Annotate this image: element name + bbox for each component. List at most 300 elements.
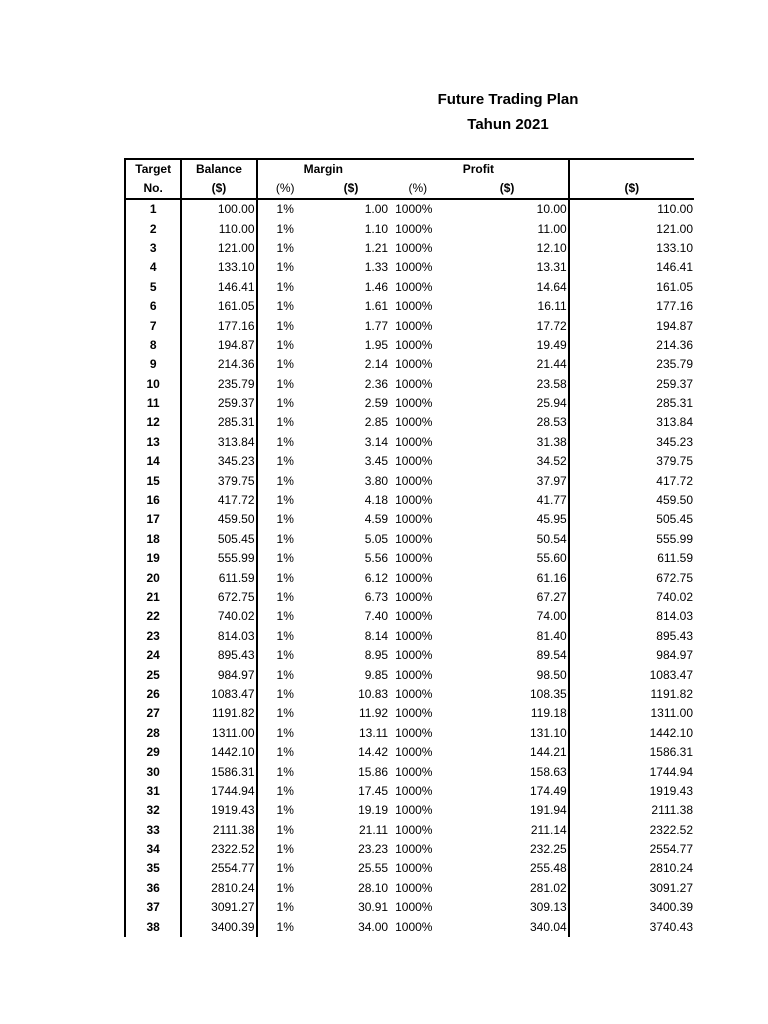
balance-cell: 459.50	[181, 510, 256, 529]
margin-usd-cell: 3.45	[364, 454, 389, 469]
margin-pct-cell: 1%	[276, 299, 294, 314]
table-row	[125, 646, 694, 665]
table-row	[125, 549, 694, 568]
balance-cell: 1191.82	[181, 704, 256, 723]
profit-pct-cell: 1000%	[395, 493, 433, 508]
profit-pct-cell: 1000%	[395, 570, 433, 585]
final-balance-cell: 110.00	[657, 202, 693, 217]
target-no-cell: 37	[125, 898, 181, 917]
balance-cell: 417.72	[181, 491, 256, 510]
balance-cell: 313.84	[181, 433, 256, 452]
margin-pct-cell: 1%	[276, 570, 294, 585]
balance-cell: 100.00	[181, 199, 256, 219]
profit-usd-cell: 25.94	[447, 394, 569, 413]
table-row	[125, 762, 694, 781]
margin-usd-cell: 2.59	[364, 396, 389, 411]
profit-pct-cell: 1000%	[395, 667, 433, 682]
profit-pct-cell: 1000%	[395, 473, 433, 488]
table-row	[125, 821, 694, 840]
profit-usd-cell: 309.13	[447, 898, 569, 917]
margin-pct-cell: 1%	[276, 376, 294, 391]
table-row	[125, 840, 694, 859]
profit-pct-cell: 1000%	[395, 221, 433, 236]
target-no-cell: 24	[125, 646, 181, 665]
margin-usd-cell: 5.56	[364, 551, 389, 566]
final-balance-cell: 2322.52	[649, 822, 693, 837]
table-row	[125, 879, 694, 898]
target-no-cell: 31	[125, 782, 181, 801]
table-row	[125, 219, 694, 238]
profit-pct-cell: 1000%	[395, 376, 433, 391]
profit-pct-cell: 1000%	[395, 590, 433, 604]
final-balance-cell: 417.72	[656, 473, 693, 488]
target-no-cell: 35	[125, 859, 181, 878]
balance-cell: 1311.00	[181, 724, 256, 743]
balance-cell: 121.00	[181, 239, 256, 258]
profit-usd-cell: 41.77	[447, 491, 569, 510]
margin-usd-cell: 1.46	[364, 279, 389, 294]
table-row	[125, 724, 694, 743]
target-no-cell: 29	[125, 743, 181, 762]
balance-cell: 555.99	[181, 549, 256, 568]
margin-pct-cell: 1%	[276, 551, 294, 566]
target-no-cell: 16	[125, 491, 181, 510]
margin-pct-cell: 1%	[276, 493, 294, 508]
final-balance-cell: 895.43	[656, 628, 693, 643]
profit-pct-cell: 1000%	[395, 396, 433, 411]
profit-usd-cell: 10.00	[447, 199, 569, 219]
profit-pct-cell: 1000%	[395, 686, 433, 701]
profit-usd-cell: 21.44	[447, 355, 569, 374]
balance-cell: 235.79	[181, 375, 256, 394]
margin-usd-cell: 17.45	[358, 783, 389, 798]
margin-usd-cell: 10.83	[358, 686, 389, 701]
balance-cell: 814.03	[181, 627, 256, 646]
profit-usd-cell: 174.49	[447, 782, 569, 801]
target-no-cell: 1	[125, 199, 181, 219]
final-balance-cell: 459.50	[656, 493, 693, 508]
balance-cell: 2554.77	[181, 859, 256, 878]
profit-usd-cell: 11.00	[447, 219, 569, 238]
profit-pct-cell: 1000%	[395, 299, 433, 314]
target-no-cell: 28	[125, 724, 181, 743]
header-no: No.	[125, 179, 181, 199]
table-row	[125, 413, 694, 432]
document-subtitle: Tahun 2021	[467, 116, 549, 133]
profit-usd-cell: 144.21	[447, 743, 569, 762]
margin-usd-cell: 4.18	[364, 493, 389, 508]
profit-pct-cell: 1000%	[395, 822, 433, 837]
final-balance-cell: 505.45	[656, 512, 693, 527]
balance-cell: 194.87	[181, 336, 256, 355]
final-balance-cell: 259.37	[656, 376, 693, 391]
table-row	[125, 336, 694, 355]
margin-pct-cell: 1%	[276, 919, 294, 934]
document-title: Future Trading Plan	[437, 91, 579, 108]
margin-pct-cell: 1%	[276, 202, 294, 217]
margin-pct-cell: 1%	[276, 454, 294, 469]
profit-pct-cell: 1000%	[395, 628, 433, 643]
margin-usd-cell: 15.86	[358, 764, 389, 779]
table-row	[125, 316, 694, 335]
target-no-cell: 19	[125, 549, 181, 568]
header-final-unit: ($)	[569, 179, 694, 199]
balance-cell: 984.97	[181, 665, 256, 684]
profit-pct-cell: 1000%	[395, 260, 433, 275]
margin-pct-cell: 1%	[276, 725, 294, 740]
balance-cell: 214.36	[181, 355, 256, 374]
final-balance-cell: 285.31	[656, 396, 693, 411]
table-row	[125, 917, 694, 936]
target-no-cell: 9	[125, 355, 181, 374]
target-no-cell: 10	[125, 375, 181, 394]
final-balance-cell: 814.03	[656, 609, 693, 624]
table-row	[125, 607, 694, 626]
target-no-cell: 17	[125, 510, 181, 529]
profit-usd-cell: 131.10	[447, 724, 569, 743]
profit-pct-cell: 1000%	[395, 764, 433, 779]
margin-pct-cell: 1%	[276, 686, 294, 701]
profit-usd-cell: 340.04	[447, 917, 569, 936]
margin-pct-cell: 1%	[276, 473, 294, 488]
header-margin-usd-unit: ($)	[313, 179, 389, 199]
profit-usd-cell: 55.60	[447, 549, 569, 568]
table-row	[125, 258, 694, 277]
balance-cell: 1083.47	[181, 685, 256, 704]
table-row	[125, 627, 694, 646]
table-row	[125, 355, 694, 374]
target-no-cell: 21	[125, 588, 181, 607]
margin-pct-cell: 1%	[276, 667, 294, 682]
profit-usd-cell: 81.40	[447, 627, 569, 646]
target-no-cell: 3	[125, 239, 181, 258]
margin-usd-cell: 25.55	[358, 861, 389, 876]
margin-usd-cell: 28.10	[358, 880, 389, 895]
balance-cell: 895.43	[181, 646, 256, 665]
profit-usd-cell: 50.54	[447, 530, 569, 549]
balance-cell: 2322.52	[181, 840, 256, 859]
profit-usd-cell: 119.18	[447, 704, 569, 723]
target-no-cell: 2	[125, 219, 181, 238]
margin-pct-cell: 1%	[276, 803, 294, 818]
margin-pct-cell: 1%	[276, 861, 294, 876]
target-no-cell: 11	[125, 394, 181, 413]
table-row	[125, 433, 694, 452]
target-no-cell: 33	[125, 821, 181, 840]
profit-pct-cell: 1000%	[395, 531, 433, 546]
profit-usd-cell: 67.27	[447, 588, 569, 607]
profit-usd-cell: 37.97	[447, 471, 569, 490]
balance-cell: 740.02	[181, 607, 256, 626]
profit-pct-cell: 1000%	[395, 900, 433, 915]
profit-pct-cell: 1000%	[395, 337, 433, 352]
table-row	[125, 471, 694, 490]
target-no-cell: 20	[125, 568, 181, 587]
final-balance-cell: 1744.94	[649, 764, 693, 779]
profit-pct-cell: 1000%	[395, 706, 433, 721]
profit-pct-cell: 1000%	[395, 318, 433, 333]
balance-cell: 505.45	[181, 530, 256, 549]
margin-pct-cell: 1%	[276, 260, 294, 275]
profit-pct-cell: 1000%	[395, 512, 433, 527]
table-header	[125, 159, 694, 199]
profit-pct-cell: 1000%	[395, 609, 433, 624]
final-balance-cell: 984.97	[656, 648, 693, 663]
header-balance-unit: ($)	[181, 179, 256, 199]
profit-pct-cell: 1000%	[395, 842, 433, 857]
margin-usd-cell: 5.05	[364, 531, 389, 546]
profit-usd-cell: 13.31	[447, 258, 569, 277]
margin-usd-cell: 19.19	[358, 803, 389, 818]
target-no-cell: 30	[125, 762, 181, 781]
table-body	[125, 199, 694, 937]
target-no-cell: 14	[125, 452, 181, 471]
table-row	[125, 588, 694, 607]
margin-usd-cell: 2.14	[364, 357, 389, 372]
balance-cell: 285.31	[181, 413, 256, 432]
profit-usd-cell: 34.52	[447, 452, 569, 471]
balance-cell: 345.23	[181, 452, 256, 471]
target-no-cell: 6	[125, 297, 181, 316]
final-balance-cell: 161.05	[656, 279, 693, 294]
margin-usd-cell: 1.33	[364, 260, 389, 275]
margin-usd-cell: 30.91	[358, 900, 389, 915]
target-no-cell: 25	[125, 665, 181, 684]
balance-cell: 146.41	[181, 278, 256, 297]
margin-usd-cell: 14.42	[358, 745, 389, 760]
table-row	[125, 530, 694, 549]
table-row	[125, 375, 694, 394]
table-row	[125, 278, 694, 297]
final-balance-cell: 2111.38	[651, 803, 693, 818]
profit-pct-cell: 1000%	[395, 434, 433, 449]
profit-pct-cell: 1000%	[395, 919, 433, 934]
profit-usd-cell: 14.64	[447, 278, 569, 297]
profit-usd-cell: 12.10	[447, 239, 569, 258]
final-balance-cell: 3740.43	[649, 919, 693, 934]
profit-usd-cell: 19.49	[447, 336, 569, 355]
table-row	[125, 491, 694, 510]
final-balance-cell: 3091.27	[649, 880, 693, 895]
table-row	[125, 898, 694, 917]
header-profit: Profit	[389, 159, 569, 179]
final-balance-cell: 2810.24	[649, 861, 693, 876]
margin-usd-cell: 1.61	[364, 299, 389, 314]
profit-pct-cell: 1000%	[395, 861, 433, 876]
table-row	[125, 239, 694, 258]
profit-pct-cell: 1000%	[395, 725, 433, 740]
profit-usd-cell: 45.95	[447, 510, 569, 529]
margin-pct-cell: 1%	[276, 706, 294, 721]
target-no-cell: 34	[125, 840, 181, 859]
final-balance-cell: 2554.77	[649, 842, 693, 857]
balance-cell: 2111.38	[181, 821, 256, 840]
target-no-cell: 5	[125, 278, 181, 297]
profit-usd-cell: 23.58	[447, 375, 569, 394]
margin-pct-cell: 1%	[276, 512, 294, 527]
margin-usd-cell: 9.85	[364, 667, 389, 682]
target-no-cell: 23	[125, 627, 181, 646]
margin-pct-cell: 1%	[276, 240, 294, 255]
profit-usd-cell: 16.11	[447, 297, 569, 316]
header-profit-pct-unit: (%)	[389, 179, 446, 199]
table-row	[125, 782, 694, 801]
table-row	[125, 199, 694, 219]
margin-pct-cell: 1%	[276, 648, 294, 663]
margin-usd-cell: 2.36	[364, 376, 389, 391]
balance-cell: 259.37	[181, 394, 256, 413]
target-no-cell: 27	[125, 704, 181, 723]
table-row	[125, 685, 694, 704]
profit-pct-cell: 1000%	[395, 803, 433, 818]
balance-cell: 672.75	[181, 588, 256, 607]
final-balance-cell: 133.10	[656, 240, 693, 255]
margin-usd-cell: 1.21	[364, 240, 389, 255]
balance-cell: 133.10	[181, 258, 256, 277]
margin-pct-cell: 1%	[276, 764, 294, 779]
target-no-cell: 7	[125, 316, 181, 335]
table-row	[125, 568, 694, 587]
margin-pct-cell: 1%	[276, 880, 294, 895]
profit-usd-cell: 191.94	[447, 801, 569, 820]
profit-usd-cell: 255.48	[447, 859, 569, 878]
profit-usd-cell: 89.54	[447, 646, 569, 665]
target-no-cell: 4	[125, 258, 181, 277]
margin-usd-cell: 8.95	[364, 648, 389, 663]
final-balance-cell: 313.84	[656, 415, 693, 430]
table-row	[125, 297, 694, 316]
target-no-cell: 32	[125, 801, 181, 820]
margin-pct-cell: 1%	[276, 221, 294, 236]
profit-usd-cell: 74.00	[447, 607, 569, 626]
profit-pct-cell: 1000%	[395, 648, 433, 663]
margin-pct-cell: 1%	[276, 434, 294, 449]
final-balance-cell: 1919.43	[649, 783, 693, 798]
table-row	[125, 665, 694, 684]
profit-pct-cell: 1000%	[395, 783, 433, 798]
final-balance-cell: 345.23	[656, 434, 693, 449]
target-no-cell: 12	[125, 413, 181, 432]
margin-usd-cell: 34.00	[358, 919, 389, 934]
margin-usd-cell: 21.11	[358, 822, 389, 837]
table-row	[125, 859, 694, 878]
margin-pct-cell: 1%	[276, 318, 294, 333]
profit-pct-cell: 1000%	[395, 551, 433, 566]
profit-pct-cell: 1000%	[395, 279, 433, 294]
target-no-cell: 8	[125, 336, 181, 355]
margin-pct-cell: 1%	[276, 842, 294, 857]
table-row	[125, 394, 694, 413]
balance-cell: 379.75	[181, 471, 256, 490]
margin-pct-cell: 1%	[276, 279, 294, 294]
margin-pct-cell: 1%	[276, 900, 294, 915]
balance-cell: 1586.31	[181, 762, 256, 781]
profit-usd-cell: 108.35	[447, 685, 569, 704]
profit-usd-cell: 232.25	[447, 840, 569, 859]
margin-usd-cell: 1.10	[364, 221, 389, 236]
final-balance-cell: 379.75	[656, 454, 693, 469]
final-balance-cell: 1083.47	[649, 667, 693, 682]
target-no-cell: 15	[125, 471, 181, 490]
margin-usd-cell: 4.59	[364, 512, 389, 527]
final-balance-cell: 1191.82	[650, 686, 693, 701]
margin-usd-cell: 3.14	[364, 434, 389, 449]
final-balance-cell: 146.41	[656, 260, 693, 275]
margin-usd-cell: 1.77	[364, 318, 389, 333]
margin-pct-cell: 1%	[276, 628, 294, 643]
final-balance-cell: 3400.39	[649, 900, 693, 915]
balance-cell: 2810.24	[181, 879, 256, 898]
final-balance-cell: 1586.31	[649, 745, 693, 760]
table-row	[125, 452, 694, 471]
margin-usd-cell: 13.11	[358, 725, 389, 740]
margin-pct-cell: 1%	[276, 745, 294, 760]
target-no-cell: 36	[125, 879, 181, 898]
margin-pct-cell: 1%	[276, 357, 294, 372]
margin-usd-cell: 6.12	[364, 570, 389, 585]
final-balance-cell: 235.79	[656, 357, 693, 372]
margin-pct-cell: 1%	[276, 337, 294, 352]
profit-usd-cell: 98.50	[447, 665, 569, 684]
header-final-blank	[569, 159, 694, 179]
profit-usd-cell: 158.63	[447, 762, 569, 781]
margin-pct-cell: 1%	[276, 415, 294, 430]
profit-usd-cell: 61.16	[447, 568, 569, 587]
margin-usd-cell: 8.14	[364, 628, 389, 643]
margin-pct-cell: 1%	[276, 590, 294, 604]
target-no-cell: 38	[125, 917, 181, 936]
profit-usd-cell: 211.14	[447, 821, 569, 840]
margin-pct-cell: 1%	[276, 396, 294, 411]
final-balance-cell: 611.59	[657, 551, 693, 566]
header-margin: Margin	[257, 159, 390, 179]
balance-cell: 1919.43	[181, 801, 256, 820]
target-no-cell: 22	[125, 607, 181, 626]
profit-usd-cell: 17.72	[447, 316, 569, 335]
profit-usd-cell: 28.53	[447, 413, 569, 432]
balance-cell: 161.05	[181, 297, 256, 316]
profit-usd-cell: 31.38	[447, 433, 569, 452]
final-balance-cell: 740.02	[656, 590, 693, 604]
margin-usd-cell: 3.80	[364, 473, 389, 488]
profit-usd-cell: 281.02	[447, 879, 569, 898]
final-balance-cell: 1442.10	[649, 725, 693, 740]
profit-pct-cell: 1000%	[395, 745, 433, 760]
margin-usd-cell: 23.23	[358, 842, 389, 857]
profit-pct-cell: 1000%	[395, 880, 433, 895]
profit-pct-cell: 1000%	[395, 240, 433, 255]
margin-usd-cell: 11.92	[358, 706, 389, 721]
balance-cell: 1442.10	[181, 743, 256, 762]
profit-pct-cell: 1000%	[395, 415, 433, 430]
final-balance-cell: 194.87	[656, 318, 693, 333]
trading-plan-table	[124, 158, 694, 937]
balance-cell: 110.00	[181, 219, 256, 238]
profit-pct-cell: 1000%	[395, 202, 433, 217]
balance-cell: 611.59	[181, 568, 256, 587]
balance-cell: 3400.39	[181, 917, 256, 936]
header-profit-usd-unit: ($)	[447, 179, 569, 199]
margin-usd-cell: 1.95	[364, 337, 389, 352]
margin-usd-cell: 6.73	[364, 590, 389, 604]
final-balance-cell: 1311.00	[650, 706, 693, 721]
profit-pct-cell: 1000%	[395, 454, 433, 469]
margin-pct-cell: 1%	[276, 783, 294, 798]
header-balance: Balance	[181, 159, 256, 179]
margin-usd-cell: 2.85	[364, 415, 389, 430]
margin-pct-cell: 1%	[276, 609, 294, 624]
final-balance-cell: 555.99	[656, 531, 693, 546]
